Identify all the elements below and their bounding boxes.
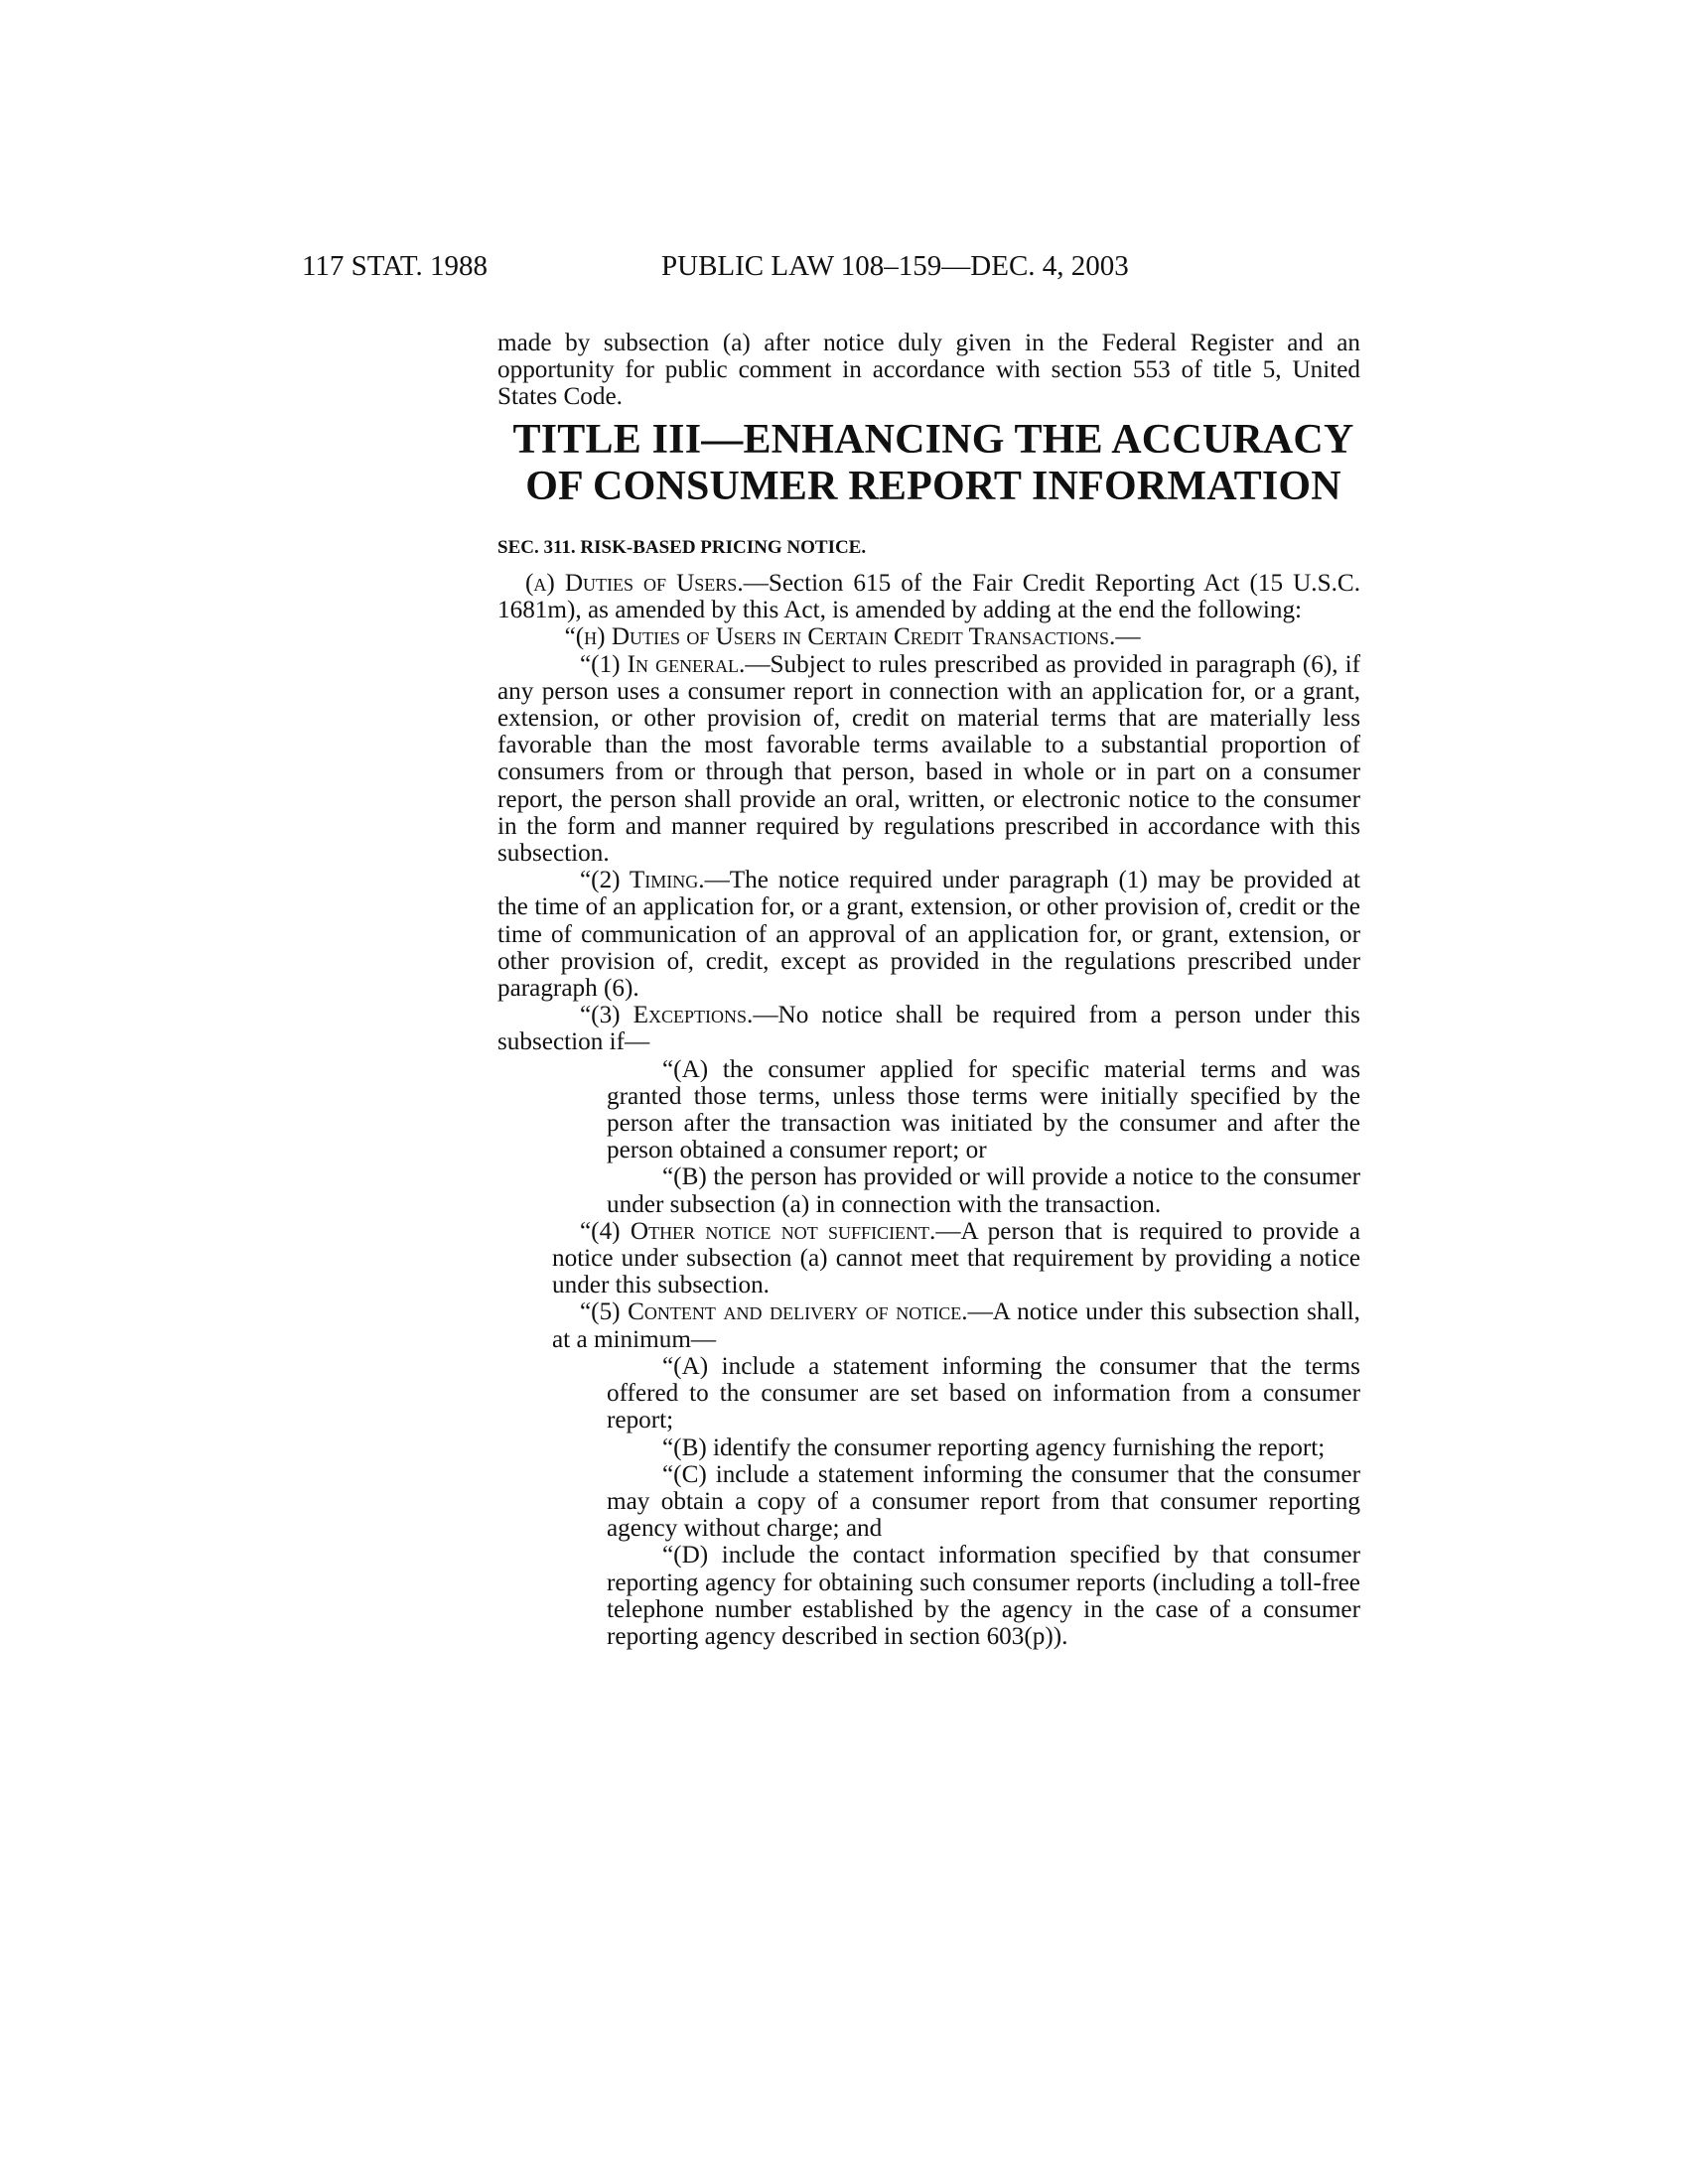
intro-text-block (497, 330, 1360, 411)
paragraph-3-label: “(3) Exceptions. (580, 1002, 754, 1029)
paragraph-5-text: —A notice under this subsection shall, at a minimum— (552, 1298, 1360, 1353)
paragraph-5-A: “(A) include a statement informing the consumer that the terms offered to the consumer are set based on information from a consumer report; (607, 1352, 1360, 1434)
section-heading: SEC. 311. RISK-BASED PRICING NOTICE. (497, 537, 867, 558)
paragraph-3-text: —No notice shall be required from a person under this subsection if— (497, 1002, 1360, 1056)
subsection-h-text: — (1115, 623, 1141, 651)
subsection-a-label: (a) Duties of Users. (525, 570, 744, 597)
running-header (302, 250, 1394, 286)
paragraph-2-label: “(2) Timing. (580, 867, 705, 894)
paragraph-5 (552, 1298, 1360, 1352)
paragraph-1-text: —Subject to rules prescribed as provided in paragraph (6), if any person uses a consumer report in connection with an application for, or a grant, extension, or other provision of, credit on material terms that are materially less favorable than the most favorable terms available to a substantial proportion of consumers from or through that person, based in whole or in part on a consumer report, the person shall provide an oral, written, or electronic notice to the consumer in the form and manner required by regulations prescribed in accordance with this subsection. (497, 650, 1360, 868)
title-line-2: OF CONSUMER REPORT INFORMATION (525, 464, 1341, 509)
page-number: 117 STAT. 1988 (302, 250, 488, 282)
subsection-h-label: “(h) Duties of Users in Certain Credit Transactions. (564, 623, 1116, 651)
paragraph-3 (497, 1002, 1360, 1055)
paragraph-5-C: “(C) include a statement informing the consumer that the consumer may obtain a copy of a consumer report from that consumer reporting agency without charge; and (607, 1460, 1360, 1543)
intro-paragraph: made by subsection (a) after notice duly given in the Federal Register and an opportunity for public comment in accordance with section 553 of title 5, United States Code. (497, 330, 1360, 411)
paragraph-5-B: “(B) identify the consumer reporting agency furnishing the report; (662, 1433, 1326, 1461)
paragraph-1-label: “(1) In general. (580, 650, 746, 678)
paragraph-2-text: —The notice required under paragraph (1) may be provided at the time of an application for, or a grant, extension, or other provision of, credit or the time of communication of an approval of an application for, or grant, extension, or other provision of, credit, except as provided in the regulations prescribed under paragraph (6). (497, 867, 1360, 1003)
paragraph-1 (497, 651, 1360, 868)
title-heading (477, 417, 1390, 510)
paragraph-3-B: “(B) the person has provided or will provide a notice to the consumer under subsection (a) in connection with the transaction. (607, 1163, 1360, 1218)
paragraph-2 (497, 867, 1360, 1002)
title-line-1: TITLE III—ENHANCING THE ACCURACY (512, 417, 1354, 463)
section-body (497, 570, 1360, 1650)
paragraph-3-A: “(A) the consumer applied for specific material terms and was granted those terms, unless those terms were initially specified by the person after the transaction was initiated by the consumer and after the person obtained a consumer report; or (607, 1055, 1360, 1164)
subsection-h-heading (552, 623, 1360, 650)
paragraph-5-D: “(D) include the contact information specified by that consumer reporting agency for obtaining such consumer reports (including a toll-free telephone number established by the agency in the case of a consumer reporting agency described in section 603(p)). (607, 1542, 1360, 1650)
paragraph-4-label: “(4) Other notice not sufficient. (580, 1217, 936, 1245)
paragraph-5-label: “(5) Content and delivery of notice. (580, 1298, 968, 1326)
paragraph-4 (552, 1218, 1360, 1299)
subsection-a (497, 570, 1360, 623)
law-citation: PUBLIC LAW 108–159—DEC. 4, 2003 (661, 250, 1129, 282)
subsection-a-text: —Section 615 of the Fair Credit Reporting Act (15 U.S.C. 1681m), as amended by this Act, is amended by adding at the end the following: (497, 570, 1361, 624)
paragraph-4-text: —A person that is required to provide a notice under subsection (a) cannot meet that requirement by providing a notice under this subsection. (552, 1217, 1360, 1299)
